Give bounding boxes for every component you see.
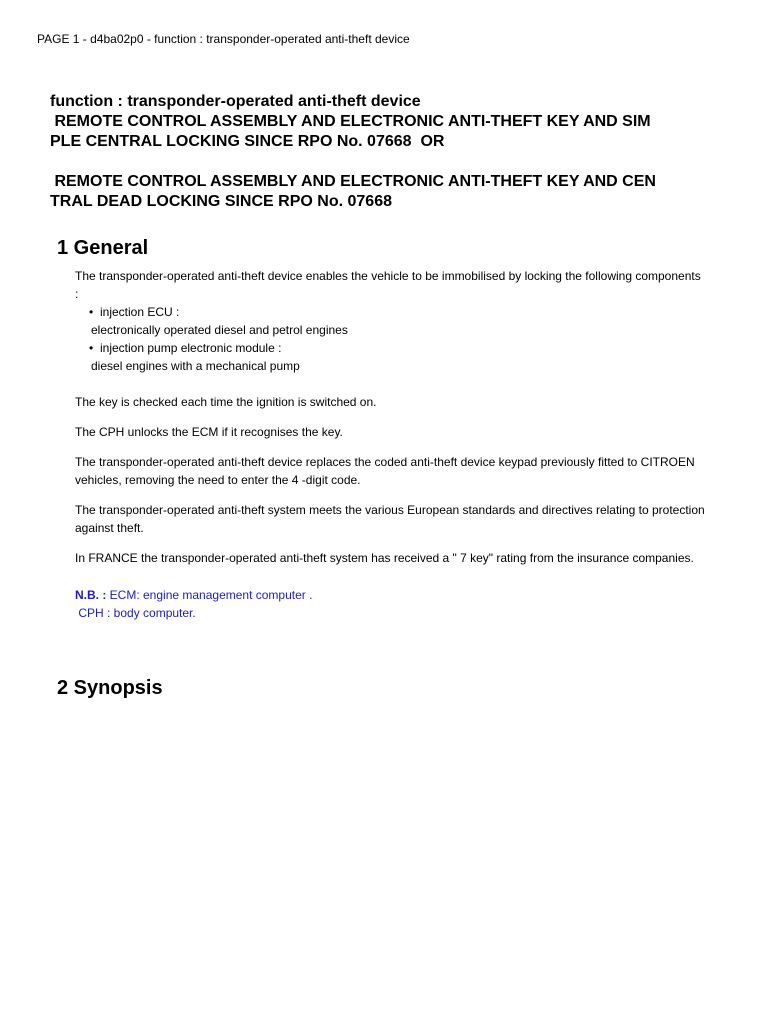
bullet-icon: • (89, 341, 94, 355)
body-paragraph: The CPH unlocks the ECM if it recognises the key. (75, 425, 343, 439)
general-section-body (75, 267, 725, 622)
body-paragraph: In FRANCE the transponder-operated anti-theft system has received a " 7 key" rating from the insurance companies. (75, 551, 694, 565)
section-heading-general: 1 General (57, 237, 149, 259)
bullet-detail: electronically operated diesel and petrol engines (91, 323, 348, 337)
bullet-detail: diesel engines with a mechanical pump (91, 359, 300, 373)
body-paragraph: The transponder-operated anti-theft device replaces the coded anti-theft device keypad previously fitted to CITROEN vehicles, removing the need to enter the 4 -digit code. (75, 455, 695, 487)
note-block (75, 586, 725, 622)
title-line: REMOTE CONTROL ASSEMBLY AND ELECTRONIC ANTI-THEFT KEY AND CEN (50, 173, 656, 190)
body-paragraph: The transponder-operated anti-theft system meets the various European standards and directives relating to protection against theft. (75, 503, 705, 535)
note-text: ECM: engine management computer . (106, 588, 313, 602)
title-line: TRAL DEAD LOCKING SINCE RPO No. 07668 (50, 193, 392, 210)
note-label: N.B. : (75, 588, 107, 602)
bullet-label: injection pump electronic module : (100, 341, 282, 355)
bullet-icon: • (89, 305, 94, 319)
list-item (75, 303, 725, 339)
document-title (50, 92, 740, 212)
page-header: PAGE 1 - d4ba02p0 - function : transponder-operated anti-theft device (37, 32, 410, 46)
title-line: function : transponder-operated anti-theft device (50, 93, 421, 110)
section-heading-synopsis: 2 Synopsis (57, 677, 163, 699)
intro-colon: : (75, 287, 79, 301)
title-spacer (50, 152, 740, 172)
body-paragraph: The key is checked each time the ignition is switched on. (75, 395, 377, 409)
title-line: PLE CENTRAL LOCKING SINCE RPO No. 07668 OR (50, 133, 445, 150)
list-item (75, 339, 725, 375)
intro-paragraph: The transponder-operated anti-theft device enables the vehicle to be immobilised by locking the following components (75, 269, 701, 283)
bullet-list (75, 303, 725, 375)
title-line: REMOTE CONTROL ASSEMBLY AND ELECTRONIC ANTI-THEFT KEY AND SIM (50, 113, 651, 130)
bullet-label: injection ECU : (100, 305, 180, 319)
note-text: CPH : body computer. (75, 606, 196, 620)
